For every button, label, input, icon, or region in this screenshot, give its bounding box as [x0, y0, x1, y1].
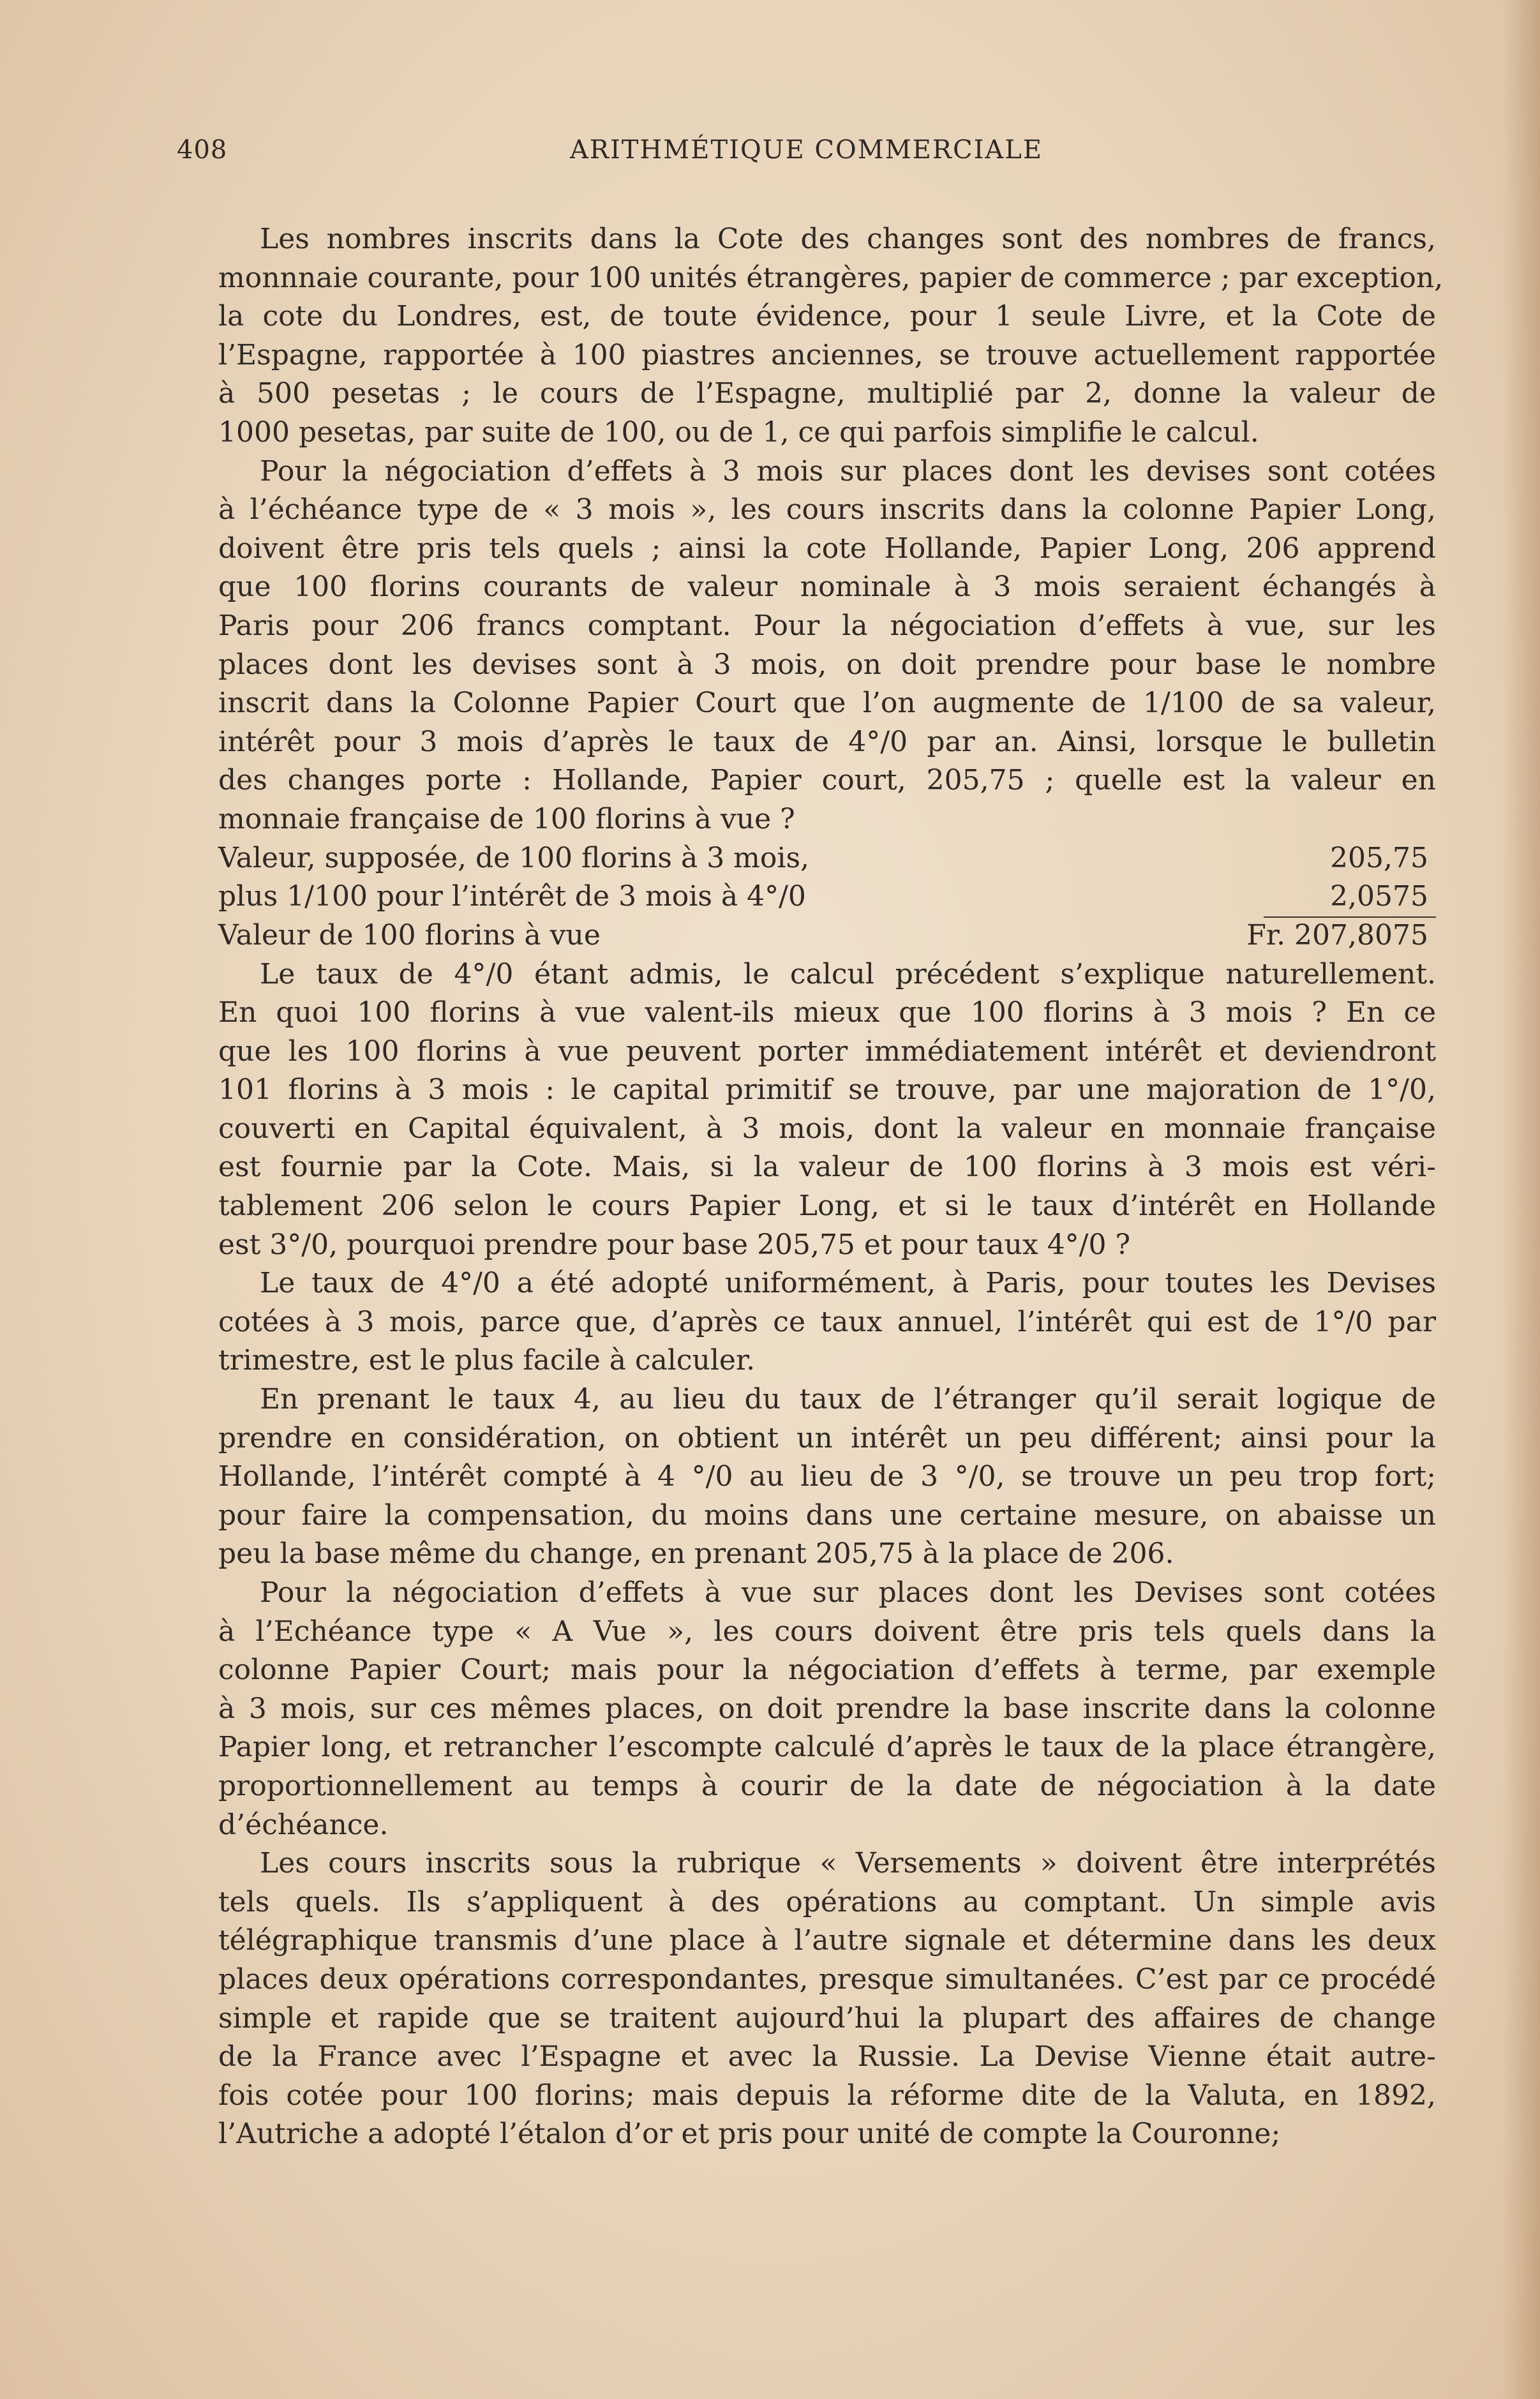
- text-line: l’Espagne, rapportée à 100 piastres anciennes, se trouve actuellement rapportée: [218, 338, 1436, 371]
- text-line: simple et rapide que se traitent aujourd’hui la plupart des affaires de change: [218, 2001, 1436, 2035]
- calculation-value: 2,0575: [1330, 879, 1428, 913]
- text-line: monnnaie courante, pour 100 unités étrangères, papier de commerce ; par exception,: [218, 261, 1444, 294]
- text-line: Hollande, l’intérêt compté à 4 °/0 au lieu de 3 °/0, se trouve un peu trop fort;: [218, 1460, 1436, 1493]
- text-line: En quoi 100 florins à vue valent-ils mieux que 100 florins à 3 mois ? En ce: [218, 996, 1436, 1029]
- calculation-value: 205,75: [1330, 841, 1428, 874]
- calculation-row: [218, 878, 1436, 916]
- text-line: Pour la négociation d’effets à 3 mois sur places dont les devises sont cotées: [260, 454, 1436, 488]
- calculation-row: [218, 916, 1436, 955]
- text-line: que les 100 florins à vue peuvent porter immédiatement intérêt et deviendront: [218, 1035, 1436, 1068]
- text-line: monnaie française de 100 florins à vue ?: [218, 802, 795, 835]
- text-line: proportionnellement au temps à courir de la date de négociation à la date: [218, 1769, 1436, 1802]
- text-line: à l’échéance type de « 3 mois », les cours inscrits dans la colonne Papier Long,: [218, 493, 1436, 527]
- text-line: Les cours inscrits sous la rubrique « Versements » doivent être interprétés: [260, 1847, 1436, 1880]
- calculation-value: Fr. 207,8075: [1246, 918, 1428, 952]
- text-line: Le taux de 4°/0 étant admis, le calcul précédent s’explique naturellement.: [260, 957, 1436, 990]
- text-line: tablement 206 selon le cours Papier Long, et si le taux d’intérêt en Hollande: [218, 1190, 1436, 1223]
- paragraph: [177, 1574, 1436, 1844]
- text-line: Pour la négociation d’effets à vue sur places dont les Devises sont cotées: [260, 1576, 1436, 1609]
- text-line: inscrit dans la Colonne Papier Court que l’on augmente de 1/100 de sa valeur,: [218, 687, 1436, 720]
- page-number: 408: [177, 135, 228, 165]
- text-line: d’échéance.: [218, 1808, 389, 1841]
- text-line: Paris pour 206 francs comptant. Pour la négociation d’effets à vue, sur les: [218, 609, 1436, 642]
- text-line: tels quels. Ils s’appliquent à des opérations au comptant. Un simple avis: [218, 1885, 1436, 1918]
- text-line: pour faire la compensation, du moins dans une certaine mesure, on abaisse un: [218, 1498, 1436, 1532]
- body-text: [177, 220, 1444, 2154]
- paragraphs-after-calculation: [177, 955, 1436, 2154]
- text-line: prendre en considération, on obtient un intérêt un peu différent; ainsi pour la: [218, 1421, 1436, 1454]
- paragraph: [177, 1264, 1436, 1380]
- paragraph: [177, 955, 1436, 1265]
- running-title: ARITHMÉTIQUE COMMERCIALE: [569, 135, 1043, 165]
- text-line: Les nombres inscrits dans la Cote des changes sont des nombres de francs,: [260, 223, 1436, 255]
- calculation-row: [218, 839, 1436, 878]
- text-line: 101 florins à 3 mois : le capital primitif se trouve, par une majoration de 1°/0,: [218, 1073, 1436, 1107]
- text-line: places dont les devises sont à 3 mois, on doit prendre pour base le nombre: [218, 648, 1436, 681]
- text-line: places deux opérations correspondantes, presque simultanées. C’est par ce procédé: [218, 1962, 1436, 1996]
- calculation-label: Valeur de 100 florins à vue: [218, 918, 601, 952]
- text-line: intérêt pour 3 mois d’après le taux de 4°/0 par an. Ainsi, lorsque le bulletin: [218, 725, 1436, 758]
- calculation-label: plus 1/100 pour l’intérêt de 3 mois à 4°/0: [218, 879, 806, 913]
- paragraph: [177, 220, 1444, 452]
- text-line: télégraphique transmis d’une place à l’autre signale et détermine dans les deux: [218, 1924, 1436, 1957]
- text-line: Le taux de 4°/0 a été adopté uniformément, à Paris, pour toutes les Devises: [260, 1267, 1436, 1300]
- text-line: que 100 florins courants de valeur nominale à 3 mois seraient échangés à: [218, 571, 1436, 604]
- text-line: de la France avec l’Espagne et avec la Russie. La Devise Vienne était autre-: [218, 2040, 1436, 2074]
- text-line: peu la base même du change, en prenant 205,75 à la place de 206.: [218, 1537, 1174, 1571]
- page-edge-shadow: [1502, 0, 1540, 2399]
- text-line: fois cotée pour 100 florins; mais depuis la réforme dite de la Valuta, en 1892,: [218, 2079, 1436, 2112]
- text-line: cotées à 3 mois, parce que, d’après ce taux annuel, l’intérêt qui est de 1°/0 par: [218, 1305, 1436, 1338]
- text-line: trimestre, est le plus facile à calculer.: [218, 1344, 756, 1377]
- paragraph: [177, 1844, 1436, 2154]
- text-line: doivent être pris tels quels ; ainsi la cote Hollande, Papier Long, 206 apprend: [218, 532, 1436, 565]
- calculation-label: Valeur, supposée, de 100 florins à 3 mois,: [218, 841, 810, 874]
- text-line: est 3°/0, pourquoi prendre pour base 205,75 et pour taux 4°/0 ?: [218, 1228, 1131, 1261]
- text-line: couverti en Capital équivalent, à 3 mois, dont la valeur en monnaie française: [218, 1112, 1436, 1145]
- text-line: des changes porte : Hollande, Papier court, 205,75 ; quelle est la valeur en: [218, 764, 1436, 797]
- text-line: colonne Papier Court; mais pour la négociation d’effets à terme, par exemple: [218, 1654, 1436, 1687]
- text-line: à 500 pesetas ; le cours de l’Espagne, multiplié par 2, donne la valeur de: [218, 377, 1436, 410]
- text-line: la cote du Londres, est, de toute évidence, pour 1 seule Livre, et la Cote de: [218, 300, 1436, 333]
- text-line: à 3 mois, sur ces mêmes places, on doit prendre la base inscrite dans la colonne: [218, 1692, 1436, 1725]
- paragraph: [177, 1380, 1436, 1574]
- text-line: l’Autriche a adopté l’étalon d’or et pris pour unité de compte la Couronne;: [218, 2118, 1281, 2151]
- paragraph: [177, 452, 1436, 839]
- text-line: En prenant le taux 4, au lieu du taux de l’étranger qu’il serait logique de: [260, 1383, 1436, 1416]
- paragraphs-before-calculation: [177, 220, 1444, 839]
- text-line: à l’Echéance type « A Vue », les cours doivent être pris tels quels dans la: [218, 1615, 1436, 1648]
- running-header: [177, 135, 1436, 180]
- text-line: 1000 pesetas, par suite de 100, ou de 1, ce qui parfois simplifie le calcul.: [218, 415, 1259, 449]
- text-line: est fournie par la Cote. Mais, si la valeur de 100 florins à 3 mois est véri-: [218, 1151, 1436, 1184]
- calculation-table: [177, 839, 1436, 955]
- text-line: Papier long, et retrancher l’escompte calculé d’après le taux de la place étrangère,: [218, 1731, 1436, 1764]
